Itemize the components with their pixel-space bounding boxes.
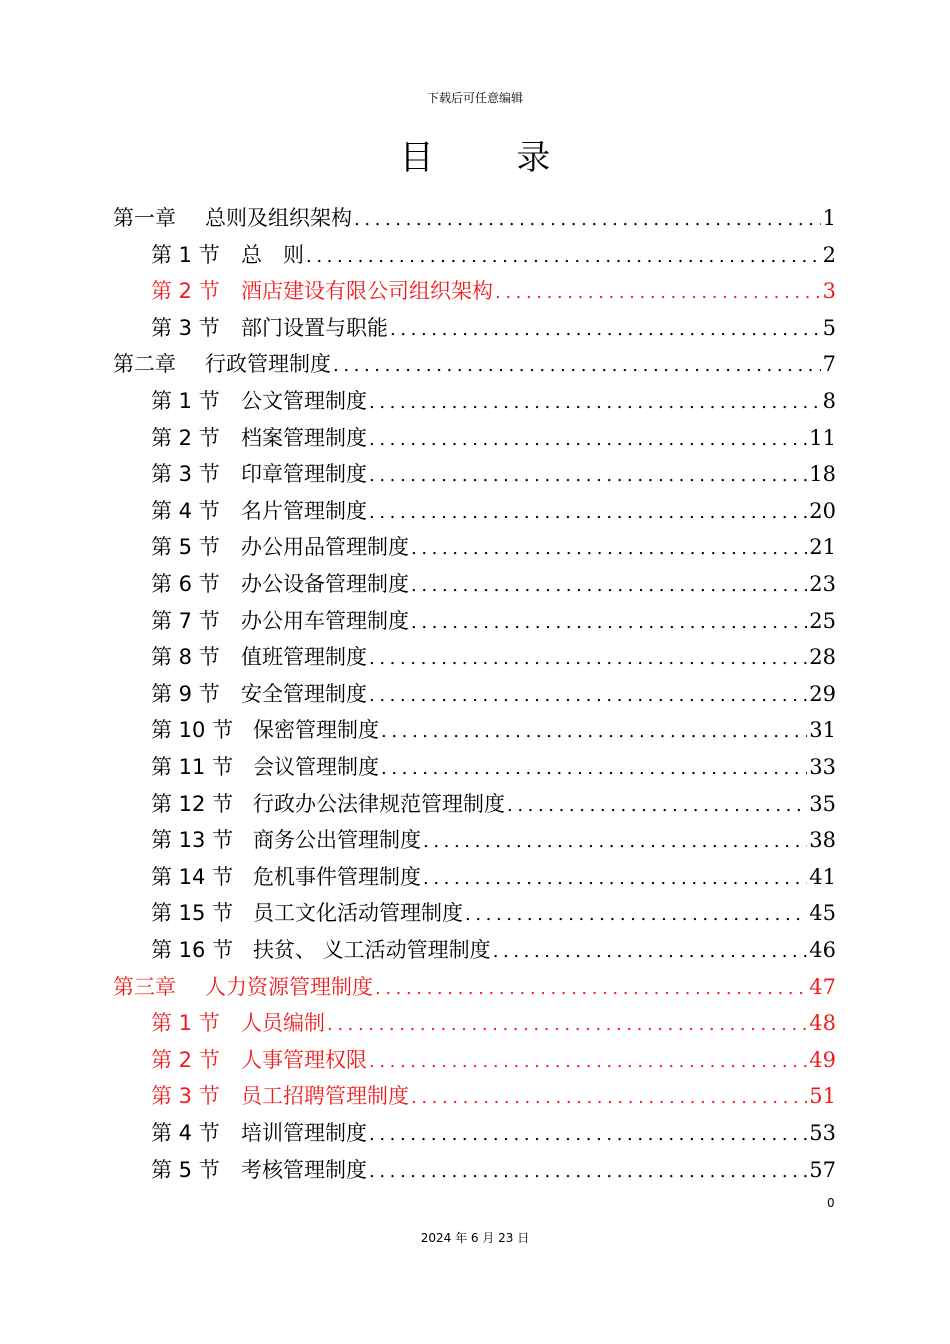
toc-entry-page: 35 [809,791,836,816]
toc-entry-number: 第 4 节 [151,498,220,523]
toc-entry-page: 21 [809,535,836,560]
toc-dot-leader [493,275,821,311]
toc-entry[interactable] [113,346,836,382]
toc-entry-page: 51 [809,1084,836,1109]
toc-entry[interactable] [151,310,836,346]
toc-dot-leader [367,1154,807,1190]
toc-entry-page: 53 [809,1121,836,1145]
toc-entry-title: 安全管理制度 [241,681,367,706]
toc-entry[interactable] [151,712,836,748]
toc-dot-leader [491,934,808,970]
toc-entry-page: 48 [809,1011,836,1036]
footer-date: 2024 年 6 月 23 日 [420,1231,530,1245]
toc-entry[interactable] [151,237,836,273]
toc-entry[interactable] [151,456,836,492]
toc-entry-number: 第 3 节 [151,1084,220,1109]
toc-entry-number: 第 3 节 [151,315,220,340]
toc-entry-number: 第 1 节 [151,389,220,413]
toc-dot-leader [331,348,821,384]
toc-entry[interactable] [151,676,836,712]
toc-entry-title: 办公用车管理制度 [241,608,409,633]
toc-entry-number: 第 1 节 [151,1011,220,1036]
toc-dot-leader [367,458,807,494]
toc-entry-number: 第 8 节 [151,645,220,670]
toc-entry-number: 第一章 [113,206,176,230]
toc-entry[interactable] [151,639,836,675]
toc-entry-page: 18 [809,462,836,487]
toc-entry-page: 1 [822,206,836,230]
toc-entry-page: 23 [809,572,836,596]
toc-entry-number: 第 7 节 [151,608,220,633]
toc-entry-page: 57 [809,1157,836,1182]
toc-dot-leader [409,568,807,604]
toc-entry[interactable] [151,529,836,565]
toc-dot-leader [373,971,807,1007]
toc-dot-leader [409,605,807,641]
toc-entry-page: 33 [809,755,836,779]
toc-dot-leader [367,385,821,421]
toc-dot-leader [367,1117,807,1153]
toc-entry-number: 第 10 节 [151,718,234,743]
toc-entry[interactable] [151,1005,836,1041]
toc-entry-page: 3 [822,279,836,304]
toc-entry-page: 8 [822,389,836,413]
toc-entry-number: 第 9 节 [151,681,220,706]
toc-dot-leader [388,312,821,348]
toc-entry-page: 41 [809,864,836,889]
toc-entry-title: 名片管理制度 [241,498,367,523]
toc-entry-title: 公文管理制度 [241,389,367,413]
toc-entry-title: 总 则 [241,242,304,267]
toc-entry-title: 行政管理制度 [205,352,331,377]
toc-entry-title: 培训管理制度 [241,1121,367,1145]
toc-entry[interactable] [113,969,836,1005]
toc-entry-title: 人事管理权限 [241,1047,367,1072]
toc-entry-title: 行政办公法律规范管理制度 [253,791,505,816]
toc-entry-number: 第 15 节 [151,901,234,926]
toc-entry-title: 商务公出管理制度 [253,828,421,853]
toc-entry-title: 员工文化活动管理制度 [253,901,463,926]
toc-entry[interactable] [151,1042,836,1078]
toc-entry-number: 第 2 节 [151,279,220,304]
toc-entry[interactable] [151,603,836,639]
toc-entry-number: 第 16 节 [151,938,234,962]
toc-entry[interactable] [151,822,836,858]
toc-entry-page: 2 [822,242,836,267]
toc-dot-leader [367,1044,807,1080]
toc-entry-page: 11 [809,425,836,450]
toc-entry[interactable] [151,566,836,602]
toc-entry-number: 第 4 节 [151,1121,220,1145]
toc-dot-leader [409,531,807,567]
toc-entry-number: 第 2 节 [151,1047,220,1072]
toc-entry-title: 总则及组织架构 [205,206,352,230]
toc-entry-page: 47 [809,974,836,999]
toc-dot-leader [463,897,807,933]
toc-dot-leader [325,1007,807,1043]
toc-entry-number: 第 5 节 [151,535,220,560]
toc-entry-page: 5 [822,315,836,340]
toc-dot-leader [505,788,807,824]
toc-entry-number: 第 3 节 [151,462,220,487]
toc-entry-page: 38 [809,828,836,853]
toc-dot-leader [367,422,807,458]
toc-entry-title: 办公用品管理制度 [241,535,409,560]
toc-dot-leader [367,678,807,714]
toc-entry[interactable] [151,1152,836,1188]
toc-entry-page: 46 [809,938,836,962]
toc-entry[interactable] [151,493,836,529]
toc-entry-title: 印章管理制度 [241,462,367,487]
toc-entry-title: 酒店建设有限公司组织架构 [241,279,493,304]
toc-entry-title: 值班管理制度 [241,645,367,670]
toc-entry[interactable] [151,895,836,931]
toc-entry[interactable] [151,1115,836,1151]
toc-entry[interactable] [151,273,836,309]
toc-entry-title: 员工招聘管理制度 [241,1084,409,1109]
toc-entry[interactable] [151,383,836,419]
toc-entry-number: 第 1 节 [151,242,220,267]
toc-entry-page: 25 [809,608,836,633]
toc-entry-title: 考核管理制度 [241,1157,367,1182]
toc-dot-leader [379,751,807,787]
toc-entry-number: 第 14 节 [151,864,234,889]
toc-entry-number: 第 2 节 [151,425,220,450]
toc-entry-title: 人员编制 [241,1011,325,1036]
toc-dot-leader [379,714,807,750]
toc-entry-page: 45 [809,901,836,926]
toc-entry[interactable] [151,932,836,968]
toc-entry-title: 人力资源管理制度 [205,974,373,999]
toc-dot-leader [421,861,807,897]
header-note: 下载后可任意编辑 [426,91,523,105]
toc-entry[interactable] [151,786,836,822]
toc-entry-number: 第 6 节 [151,572,220,596]
toc-entry-title: 危机事件管理制度 [253,864,421,889]
toc-entry-page: 29 [809,681,836,706]
toc-entry-number: 第二章 [113,352,176,377]
page-title: 目 录 [399,138,587,178]
toc-entry-page: 31 [809,718,836,743]
toc-dot-leader [352,202,821,238]
toc-entry-page: 20 [809,498,836,523]
toc-entry-title: 扶贫、 义工活动管理制度 [253,938,491,962]
toc-dot-leader [367,641,807,677]
toc-entry-page: 28 [809,645,836,670]
toc-entry-page: 7 [822,352,836,377]
toc-entry-number: 第 5 节 [151,1157,220,1182]
page-number: 0 [827,1196,835,1210]
toc-dot-leader [421,824,807,860]
toc-dot-leader [409,1080,807,1116]
toc-entry[interactable] [151,859,836,895]
toc-entry[interactable] [151,749,836,785]
toc-entry-title: 档案管理制度 [241,425,367,450]
toc-dot-leader [367,495,807,531]
toc-entry-number: 第 13 节 [151,828,234,853]
toc-entry-page: 49 [809,1047,836,1072]
toc-entry-number: 第 11 节 [151,755,234,779]
toc-entry-number: 第 12 节 [151,791,234,816]
toc-entry[interactable] [151,420,836,456]
toc-entry-title: 保密管理制度 [253,718,379,743]
toc-dot-leader [304,239,821,275]
toc-entry-title: 部门设置与职能 [241,315,388,340]
toc-entry[interactable] [113,200,836,236]
toc-entry-number: 第三章 [113,974,176,999]
toc-entry-title: 办公设备管理制度 [241,572,409,596]
toc-entry[interactable] [151,1078,836,1114]
toc-entry-title: 会议管理制度 [253,755,379,779]
